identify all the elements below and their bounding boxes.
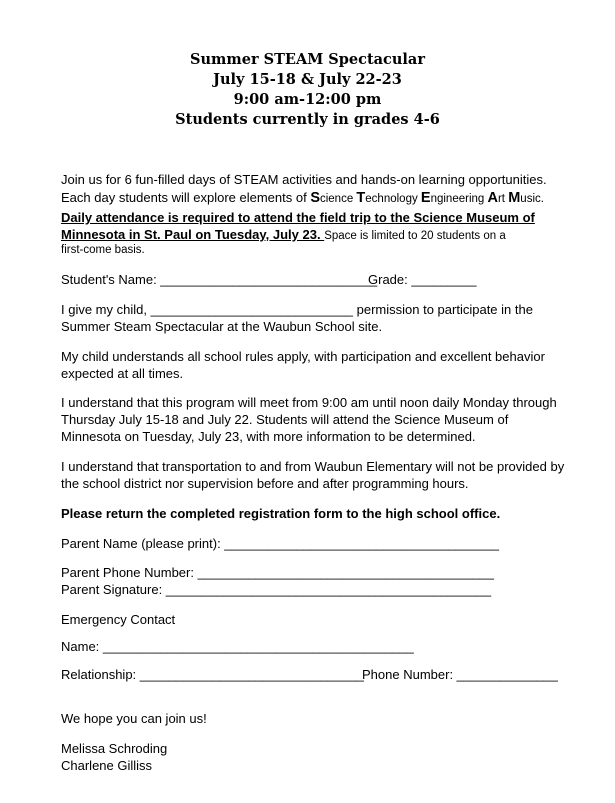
transport-line-2: the school district nor supervision before and after programming hours. bbox=[61, 476, 469, 491]
grades: Students currently in grades 4-6 bbox=[175, 111, 440, 128]
student-name-field[interactable]: Student's Name: ______________________________ bbox=[61, 272, 378, 287]
attendance-notice-bold: Minnesota in St. Paul on Tuesday, July 23. bbox=[61, 227, 325, 242]
intro-line-2 bbox=[61, 189, 544, 208]
attendance-notice-line-1: Daily attendance is required to attend the field trip to the Science Museum of bbox=[61, 210, 535, 225]
steam-word-rest: ngineering bbox=[430, 193, 488, 205]
rules-line-1: My child understands all school rules apply, with participation and excellent behavior bbox=[61, 349, 545, 364]
rules-line-2: expected at all times. bbox=[61, 366, 184, 381]
title: Summer STEAM Spectacular bbox=[190, 51, 425, 68]
time: 9:00 am-12:00 pm bbox=[233, 91, 382, 108]
intro-line-1: Join us for 6 fun-filled days of STEAM activities and hands-on learning opportunities. bbox=[61, 172, 547, 187]
steam-word-rest: usic. bbox=[520, 193, 544, 205]
transport-line-1: I understand that transportation to and from Waubun Elementary will not be provided by bbox=[61, 459, 565, 474]
steam-word-rest: cience bbox=[319, 193, 357, 205]
emergency-name-field[interactable]: Name: ___________________________________________ bbox=[61, 639, 414, 654]
relationship-field[interactable]: Relationship: _______________________________ bbox=[61, 667, 364, 682]
program-line-1: I understand that this program will meet from 9:00 am until noon daily Monday through bbox=[61, 395, 557, 410]
parent-signature-field[interactable]: Parent Signature: _____________________________________________ bbox=[61, 582, 492, 597]
limit-text: Space is limited to 20 students on a bbox=[324, 230, 506, 242]
steam-word-rest: rt bbox=[497, 193, 509, 205]
signer-2: Charlene Gilliss bbox=[61, 758, 153, 773]
program-line-2: Thursday July 15-18 and July 22. Students will attend the Science Museum of bbox=[61, 412, 509, 427]
steam-letter: E bbox=[420, 190, 431, 206]
permission-line-2: Summer Steam Spectacular at the Waubun School site. bbox=[61, 319, 383, 334]
steam-letter: S bbox=[310, 190, 320, 206]
emergency-contact-heading: Emergency Contact bbox=[61, 612, 176, 627]
program-line-3: Minnesota on Tuesday, July 23, with more information to be determined. bbox=[61, 429, 476, 444]
steam-word-rest: echnology bbox=[365, 193, 421, 205]
return-notice: Please return the completed registration form to the high school office. bbox=[61, 506, 501, 521]
limit-text-line-2: first-come basis. bbox=[61, 244, 145, 256]
steam-letter: A bbox=[487, 190, 498, 206]
steam-letter: M bbox=[508, 190, 521, 206]
closing-message: We hope you can join us! bbox=[61, 711, 207, 726]
parent-name-field[interactable]: Parent Name (please print): ______________________________________ bbox=[61, 536, 500, 551]
dates: July 15-18 & July 22-23 bbox=[213, 71, 402, 88]
emergency-phone-field[interactable]: Phone Number: ______________ bbox=[362, 667, 558, 682]
steam-letter: T bbox=[356, 190, 366, 206]
parent-phone-field[interactable]: Parent Phone Number: _________________________________________ bbox=[61, 565, 495, 580]
signer-1: Melissa Schroding bbox=[61, 741, 168, 756]
permission-line-1[interactable]: I give my child, ____________________________ permission to participate in the bbox=[61, 302, 533, 317]
grade-field[interactable]: Grade: _________ bbox=[368, 272, 477, 287]
intro-line-2-prefix: Each day students will explore elements of bbox=[61, 190, 311, 205]
